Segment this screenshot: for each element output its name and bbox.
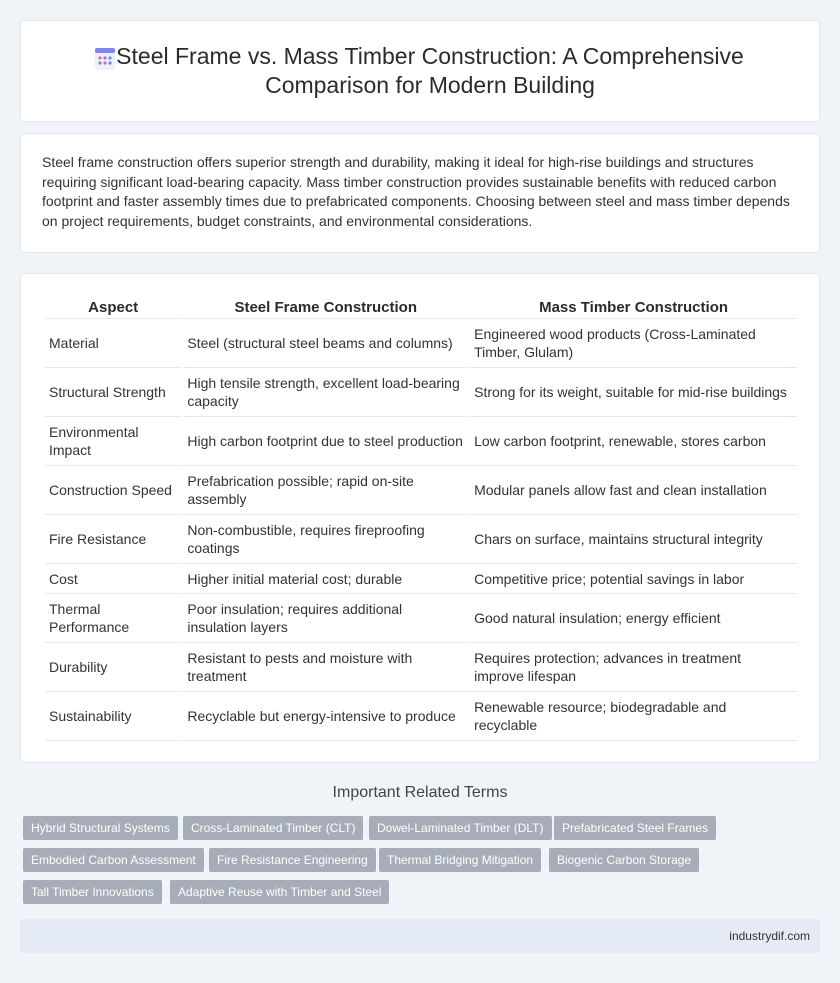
table-cell: Construction Speed xyxy=(45,466,181,515)
table-row xyxy=(45,643,797,692)
table-row xyxy=(45,594,797,643)
table-row xyxy=(45,319,797,368)
table-cell: Low carbon footprint, renewable, stores carbon xyxy=(470,417,797,466)
table-cell: High carbon footprint due to steel production xyxy=(183,417,468,466)
footer xyxy=(20,919,820,953)
table-row xyxy=(45,466,797,515)
table-cell: Good natural insulation; energy efficient xyxy=(470,594,797,643)
page-title: Steel Frame vs. Mass Timber Construction: A Comprehensive Comparison for Modern Building xyxy=(116,43,744,98)
table-row xyxy=(45,564,797,594)
related-terms-heading: Important Related Terms xyxy=(332,784,508,801)
table-cell: Poor insulation; requires additional insulation layers xyxy=(183,594,468,643)
footer-site[interactable]: industrydif.com xyxy=(729,929,810,943)
table-cell: Thermal Performance xyxy=(45,594,181,643)
table-cell: Resistant to pests and moisture with treatment xyxy=(183,643,468,692)
table-cell: Environmental Impact xyxy=(45,417,181,466)
table-cell: Engineered wood products (Cross-Laminated Timber, Glulam) xyxy=(470,319,797,368)
table-header-row xyxy=(45,292,797,319)
table-cell: Competitive price; potential savings in labor xyxy=(470,564,797,594)
table-cell: Chars on surface, maintains structural integrity xyxy=(470,515,797,564)
table-cell: Recyclable but energy-intensive to produce xyxy=(183,692,468,741)
table-cell: Higher initial material cost; durable xyxy=(183,564,468,594)
tag-adaptive-reuse[interactable]: Adaptive Reuse with Timber and Steel xyxy=(170,880,389,904)
table-cell: Material xyxy=(45,319,181,368)
comparison-table xyxy=(43,292,799,741)
tag-biogenic-carbon-storage[interactable]: Biogenic Carbon Storage xyxy=(549,848,699,872)
column-header-aspect: Aspect xyxy=(45,292,181,319)
table-cell: Requires protection; advances in treatment improve lifespan xyxy=(470,643,797,692)
tag-cross-laminated-timber[interactable]: Cross-Laminated Timber (CLT) xyxy=(183,816,363,840)
tag-prefabricated-steel-frames[interactable]: Prefabricated Steel Frames xyxy=(554,816,716,840)
table-cell: Cost xyxy=(45,564,181,594)
column-header-steel: Steel Frame Construction xyxy=(183,292,468,319)
table-cell: Fire Resistance xyxy=(45,515,181,564)
tag-thermal-bridging-mitigation[interactable]: Thermal Bridging Mitigation xyxy=(379,848,541,872)
table-cell: Renewable resource; biodegradable and recyclable xyxy=(470,692,797,741)
tag-hybrid-structural-systems[interactable]: Hybrid Structural Systems xyxy=(23,816,178,840)
table-row xyxy=(45,417,797,466)
intro-paragraph: Steel frame construction offers superior strength and durability, making it ideal for high-rise buildings and structures requiring significant load-bearing capacity. Mass timber construction provides sustainable benefits with reduced carbon footprint and faster assembly times due to prefabricated components. Choosing between steel and mass timber depends on project requirements, budget constraints, and environmental considerations. xyxy=(42,154,790,229)
table-cell: Sustainability xyxy=(45,692,181,741)
table-cell: Non-combustible, requires fireproofing coatings xyxy=(183,515,468,564)
table-cell: High tensile strength, excellent load-bearing capacity xyxy=(183,368,468,417)
column-header-timber: Mass Timber Construction xyxy=(470,292,797,319)
comparison-table-card xyxy=(20,273,820,763)
table-row xyxy=(45,692,797,741)
title-card xyxy=(20,20,820,122)
table-row xyxy=(45,515,797,564)
table-cell: Strong for its weight, suitable for mid-rise buildings xyxy=(470,368,797,417)
table-cell: Structural Strength xyxy=(45,368,181,417)
table-row xyxy=(45,368,797,417)
table-cell: Steel (structural steel beams and columns) xyxy=(183,319,468,368)
tag-dowel-laminated-timber[interactable]: Dowel-Laminated Timber (DLT) xyxy=(369,816,552,840)
table-cell: Durability xyxy=(45,643,181,692)
tag-embodied-carbon-assessment[interactable]: Embodied Carbon Assessment xyxy=(23,848,204,872)
intro-card xyxy=(20,133,820,253)
tag-fire-resistance-engineering[interactable]: Fire Resistance Engineering xyxy=(209,848,376,872)
table-cell: Prefabrication possible; rapid on-site assembly xyxy=(183,466,468,515)
table-cell: Modular panels allow fast and clean installation xyxy=(470,466,797,515)
tag-tall-timber-innovations[interactable]: Tall Timber Innovations xyxy=(23,880,162,904)
